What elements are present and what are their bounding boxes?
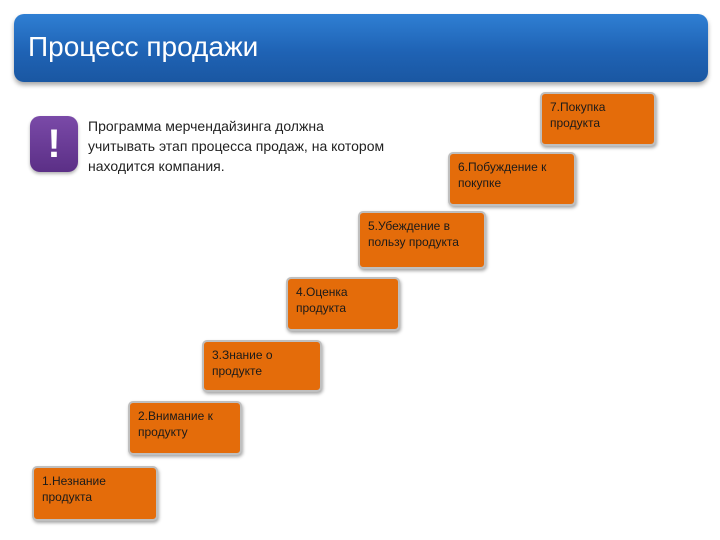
- step-1-box: [32, 466, 158, 521]
- page-title: Процесс продажи: [28, 31, 259, 62]
- exclamation-icon: [30, 116, 78, 172]
- step-6-label: 6.Побуждение к покупке: [458, 160, 547, 190]
- step-2-box: [128, 401, 242, 455]
- step-5-box: [358, 211, 486, 269]
- step-5-label: 5.Убеждение в пользу продукта: [368, 219, 459, 249]
- note-text: Программа мерчендайзинга должна учитывать этап процесса продаж, на котором находится компания.: [88, 118, 385, 174]
- step-3-box: [202, 340, 322, 392]
- step-4-box: [286, 277, 400, 331]
- title-bar: [14, 14, 708, 82]
- exclamation-glyph: !: [47, 122, 61, 166]
- step-4-label: 4.Оценка продукта: [296, 285, 348, 315]
- step-6-box: [448, 152, 576, 206]
- step-7-box: [540, 92, 656, 146]
- step-1-label: 1.Незнание продукта: [42, 474, 106, 504]
- step-2-label: 2.Внимание к продукту: [138, 409, 213, 439]
- step-7-label: 7.Покупка продукта: [550, 100, 606, 130]
- step-3-label: 3.Знание о продукте: [212, 348, 273, 378]
